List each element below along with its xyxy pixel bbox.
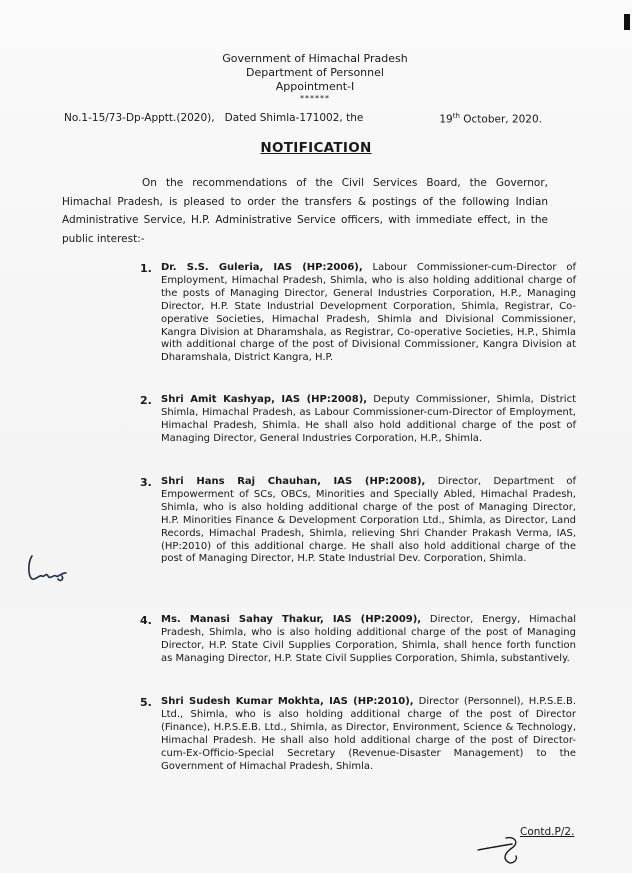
date-day: 19 xyxy=(439,113,453,126)
dated-place: Dated Shimla-171002, the xyxy=(224,112,364,124)
posting-text: Labour Commissioner-cum-Director of Employment, Himachal Pradesh, Shimla, who is also holding additional charge of the posts of Managing Director, General Industries Corporation, H.P., Managing Director, H.P. State Industrial Development Corporation, Shimla, Registrar, Co-operative Societies, Himachal Pradesh, Shimla and Divisional Commissioner, Kangra Division at Dharamshala, as Registrar, Co-operative Societies, H.P., Shimla with additional charge of the post of Divisional Commissioner, Kangra Division at Dharamshala, District Kangra, H.P. xyxy=(161,262,576,364)
posting-text: Director (Personnel), H.P.S.E.B. Ltd., Shimla, who is also holding additional charge of the post of Director (Finance), H.P.S.E.B. Ltd., Shimla, as Director, Environment, Science & Technology, Himachal Pradesh. He shall also hold additional charge of the post of Director-cum-Ex-Officio-Special Secretary (Revenue-Disaster Management) to the Government of Himachal Pradesh, Shimla. xyxy=(161,696,577,772)
posting-text: Director, Department of Empowerment of SCs, OBCs, Minorities and Specially Abled, Himachal Pradesh, Shimla, who is also holding additional charge of the post of Managing Director, H.P. Minorities Finance & Development Corporation Ltd., Shimla, as Director, Land Records, Himachal Pradesh, Shimla, relieving Shri Chander Prakash Verma, IAS, (HP:2010) of this additional charge. He shall also hold additional charge of the post of Managing Director, H.P. State Industrial Dev. Corporation, Shimla. xyxy=(161,476,576,565)
section-name: Appointment-I xyxy=(275,80,355,93)
department-name: Department of Personnel xyxy=(246,66,384,79)
item-number: 3. xyxy=(140,476,152,489)
officer-name: Shri Sudesh Kumar Mokhta, IAS (HP:2010), xyxy=(161,696,414,707)
list-item xyxy=(140,394,576,446)
item-number: 5. xyxy=(140,696,152,709)
posting-text: Director, Energy, Himachal Pradesh, Shimla, who is also holding additional charge of the post of Managing Director, H.P. State Civil Supplies Corporation, Shimla, shall hence forth function as Managing Director, H.P. State Civil Supplies Corporation, Shimla, substantively. xyxy=(161,614,576,664)
item-body xyxy=(161,394,576,446)
date-rest: October, 2020. xyxy=(459,113,542,126)
item-number: 4. xyxy=(140,614,152,627)
bottom-initials-signature xyxy=(476,832,532,868)
list-item xyxy=(140,696,576,773)
item-body xyxy=(161,614,576,666)
item-number: 1. xyxy=(140,262,152,275)
item-body xyxy=(161,476,576,566)
margin-initials-signature xyxy=(22,552,70,586)
intro-paragraph: On the recommendations of the Civil Services Board, the Governor, Himachal Pradesh, is pleased to order the transfers & postings of the following Indian Administrative Service, H.P. Administrative Service officers, with immediate effect, in the public interest:- xyxy=(62,177,548,245)
government-name: Government of Himachal Pradesh xyxy=(222,52,408,65)
reference-line xyxy=(64,112,542,124)
item-body xyxy=(161,262,576,365)
continued-marker: Contd.P/2. xyxy=(520,826,575,838)
officer-name: Shri Hans Raj Chauhan, IAS (HP:2008), xyxy=(161,476,426,487)
notification-date xyxy=(439,112,542,126)
list-item xyxy=(140,262,576,365)
date-suffix: th xyxy=(452,112,460,120)
posting-text: Deputy Commissioner, Shimla, District Shimla, Himachal Pradesh, as Labour Commissioner-cum-Director of Employment, Himachal Pradesh, Shimla. He shall also hold additional charge of the post of Managing Director, General Industries Corporation, H.P., Shimla. xyxy=(161,394,576,444)
list-item xyxy=(140,614,576,666)
reference-number: No.1-15/73-Dp-Apptt.(2020), xyxy=(64,112,215,124)
list-item xyxy=(140,476,576,566)
officer-name: Ms. Manasi Sahay Thakur, IAS (HP:2009), xyxy=(161,614,422,625)
officer-name: Shri Amit Kashyap, IAS (HP:2008), xyxy=(161,394,368,405)
item-number: 2. xyxy=(140,394,152,407)
item-body xyxy=(161,696,576,773)
notification-title: NOTIFICATION xyxy=(260,140,372,156)
separator-stars: ****** xyxy=(300,94,330,103)
scan-edge-mark xyxy=(624,14,630,30)
letterhead xyxy=(180,52,450,103)
officer-name: Dr. S.S. Guleria, IAS (HP:2006), xyxy=(161,262,363,273)
